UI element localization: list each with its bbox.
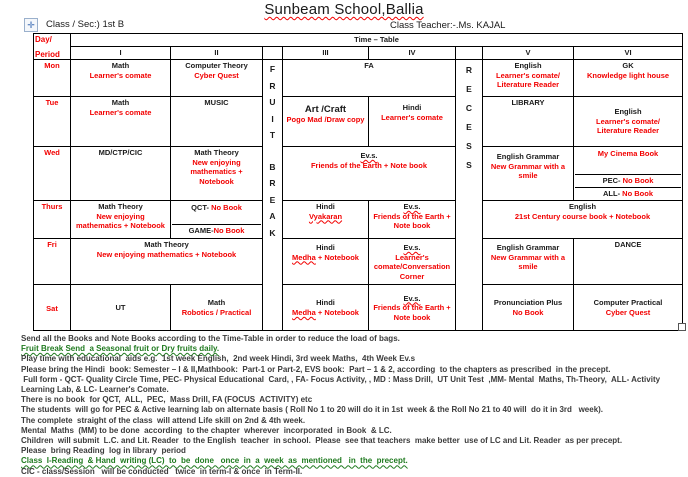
cell-line: Hindi [316,243,335,252]
cell-line: PEC- No Book [602,176,654,185]
cell-sat-p2 [171,285,263,331]
vertical-letter: C [465,103,473,113]
day-label-wed: Wed [34,147,71,201]
vertical-letter: R [465,65,473,75]
class-section-label: Class / Sec:) 1st B [46,19,125,30]
cell-wed-p3-p4 [283,147,456,201]
timetable [33,33,683,331]
vertical-letter: B [269,161,276,172]
cell-line: Note book [393,221,431,231]
cell-tue-p3 [283,97,369,147]
cell-line: Computer Theory [185,61,248,70]
cell-line: English Grammar [496,243,560,252]
cell-line: Math [111,98,130,107]
cell-mon-p2 [171,60,263,97]
note-line: There is no book for QCT, ALL, PEC, Mass Drill, FA (FOCUS ACTIVITY) etc [21,395,313,405]
cell-tue-p1 [71,97,171,147]
cell-mon-p3-p4-fa [283,60,456,97]
cell-mon-p5 [483,60,574,97]
cell-fri-p3 [283,239,369,285]
recess-header-spacer [456,47,483,60]
cell-line: QCT- No Book [191,203,242,212]
day-label-mon: Mon [34,60,71,97]
note-line: Class I-Reading & Hand writing (LC) to be done once in a week as mentioned in the precept. [21,456,408,466]
cell-line: My Cinema Book [597,149,659,158]
cell-line: Pronunciation Plus [493,298,563,308]
cell-mon-p6 [574,60,683,97]
cell-line: smile [518,262,538,272]
period-header-III: III [283,47,369,60]
cell-mon-p1 [71,60,171,97]
table-resize-handle[interactable] [678,323,686,331]
cell-line: New enjoying mathematics + Notebook [96,249,237,259]
cell-thu-p1 [71,201,171,239]
fruit-break-header-spacer [263,47,283,60]
cell-line: Friends of the Earth + [373,303,451,313]
cell-line: Learner's comate [89,70,152,80]
cell-wed-p1 [71,147,171,201]
cell-line: Notebook [199,176,234,186]
cell-fri-p1-p2 [71,239,263,285]
cell-line: Hindi [316,202,335,211]
day-label-sat: Sat [34,285,71,331]
cell-wed-p6-split [574,147,683,201]
cell-line: Literature Reader [496,80,560,90]
cell-line: Math Theory [144,240,189,249]
vertical-letter: E [466,84,472,94]
notes-section [21,334,684,477]
note-line: Please bring Reading log in library period [21,446,186,456]
period-header-VI: VI [574,47,683,60]
period-header-IV: IV [369,47,456,60]
cell-line: Ev.s. [360,151,378,160]
cell-line: Ev.s. [403,202,421,211]
vertical-letter: R [269,178,276,188]
note-line: Please bring the Hindi book: Semester – I & II,Mathbook: Part-1 or Part-2, EVS book: Part – 1 & 2, according to the chapters as prescribed in the precept. [21,364,611,374]
cell-line: comate/Conversation [373,262,451,272]
cell-thu-p4 [369,201,456,239]
cell-fri-p5 [483,239,574,285]
cell-tue-p4 [369,97,456,147]
cell-line: Cyber Quest [605,308,651,317]
cell-line: Corner [399,271,425,281]
cell-line: English [568,202,597,211]
corner-period-label: Period [35,50,60,59]
cell-tue-p5 [483,97,574,147]
cell-sat-p3 [283,285,369,331]
cell-line: No Book [512,308,544,317]
cell-sat-p6 [574,285,683,331]
note-line: Full form - QCT- Quality Circle Time, PEC- Physical Educational Card, , FA- Focus Activity, , MD : Mass Drill, UT Unit Test ,MM- Mental Maths, Th-Theory, ALL- Activity Learning Lab, & LC- Learner's Comate. [21,374,663,395]
cell-line: UT [115,303,126,313]
cell-line: Math Theory [98,202,143,211]
cell-line: English [514,61,542,70]
cell-line: smile [518,171,538,181]
table-move-handle-icon[interactable]: ✛ [24,18,38,32]
subcell-thu-p2-game [172,224,261,238]
timetable-banner: Time – Table [71,34,683,47]
cell-line: Hindi [402,103,422,112]
subheader-row [0,18,688,33]
cell-tue-p6 [574,97,683,147]
vertical-letter: I [271,113,274,124]
cell-line: Robotics / Practical [181,308,252,317]
cell-line: Friends of the Earth + [373,211,451,221]
note-line: The students will go for PEC & Active learning lab on alternate basis ( Roll No 1 to 20 will do it in 1st week & the Roll No 21 to 40 will do it in 3rd week). [21,405,604,415]
corner-day-label: Day/ [35,35,52,44]
cell-line: mathematics + [190,167,243,177]
day-label-tue: Tue [34,97,71,147]
cell-line: Math Theory [194,148,239,157]
class-teacher-label: Class Teacher:-.Ms. KAJAL [390,20,506,31]
cell-line: Friends of the Earth + Note book [310,160,428,170]
cell-line: New enjoying [96,211,145,221]
subcell-thu-p2-qct [172,202,261,224]
cell-line: Ev.s. [403,243,421,252]
period-header-I: I [71,47,171,60]
cell-line: Learner's [395,252,429,262]
cell-line: Math [207,298,226,308]
cell-line: New Grammar with a [490,252,566,262]
cell-tue-p2 [171,97,263,147]
cell-line: Pogo Mad /Draw copy [286,114,365,124]
cell-thu-p3 [283,201,369,239]
cell-line: Hindi [316,298,335,308]
period-header-V: V [483,47,574,60]
cell-line: Art /Craft [304,104,347,115]
cell-line: MUSIC [204,98,229,107]
day-label-fri: Fri [34,239,71,285]
note-line: Play time with educational aids e.g. 1st week English, 2nd week Hindi, 3rd week Maths, 4th Week Ev.s [21,354,416,364]
cell-line: Note book [393,312,431,322]
corner-day-period-cell [34,34,71,60]
vertical-letter: E [466,122,472,132]
subcell-wed-p6-pec [575,174,681,187]
cell-line: 21st Century course book + Notebook [514,211,651,221]
cell-line: LIBRARY [511,98,545,107]
subcell-wed-p6-cinema [575,148,681,174]
cell-line: Learner's comate [89,107,152,117]
note-line: Fruit Break Send a Seasonal fruit or Dry fruits daily. [21,344,220,354]
vertical-letter: U [269,97,276,107]
note-line: Mental Maths (MM) to be done according to the chapter wherever incorporated in Book & LC. [21,425,392,435]
note-line: Send all the Books and Note Books according to the Time-Table in order to reduce the load of bags. [21,334,400,343]
cell-line: Learner's comate [381,112,443,122]
cell-line: Vyakaran [308,211,343,221]
cell-wed-p5 [483,147,574,201]
recess-column [456,60,483,331]
cell-line: English [614,107,642,116]
vertical-letter: S [466,141,472,151]
cell-line: New Grammar with a [490,161,566,171]
cell-sat-p5 [483,285,574,331]
cell-line: Medha + Notebook [292,308,359,317]
cell-line: Cyber Quest [194,70,239,80]
vertical-letter: T [269,130,276,140]
cell-line: Medha + Notebook [292,252,359,262]
vertical-letter: A [269,211,276,221]
cell-line: Learner's comate/ [496,70,560,80]
vertical-letter: K [269,227,276,238]
page-title: Sunbeam School,Ballia [264,1,424,18]
subcell-wed-p6-all [575,187,681,200]
cell-line: English Grammar [496,152,560,161]
period-header-II: II [171,47,263,60]
cell-thu-p2-split [171,201,263,239]
vertical-letter: E [269,194,276,205]
cell-line: DANCE [614,240,642,249]
note-line: CIC - class/Session will be conducted twice in term-I & once in Term-II. [21,466,303,476]
cell-line: Computer Practical [593,298,663,308]
cell-line: Ev.s. [403,293,421,303]
vertical-letter [264,144,281,159]
cell-line: ALL- No Book [603,189,653,198]
cell-line: Learner's comate/ [596,116,660,126]
vertical-letter: F [269,64,276,74]
cell-sat-p1 [71,285,171,331]
cell-line: MD/CTP/CIC [98,148,143,157]
cell-line: mathematics + Notebook [76,221,165,231]
cell-sat-p4 [369,285,456,331]
cell-line: Literature Reader [596,126,660,136]
cell-line: GK [622,61,634,70]
cell-line: Math [111,61,130,70]
note-line: The complete straight of the class will attend Life skill on 2nd & 4th week. [21,415,306,425]
cell-fri-p6 [574,239,683,285]
note-line: Children will submit L.C. and Lit. Reader to the English teacher in school. Please see that teachers make better use of LC and Lit. Reader as per precept. [21,436,623,446]
day-label-thurs: Thurs [34,201,71,239]
vertical-letter: S [466,160,472,170]
cell-line: New enjoying [192,157,241,167]
cell-line: GAME-No Book [188,226,245,235]
cell-thu-p5-p6 [483,201,683,239]
vertical-letter: R [269,80,276,91]
cell-line: Knowledge light house [586,70,670,80]
fruit-break-column [263,60,283,331]
cell-fri-p4 [369,239,456,285]
cell-line: FA [364,61,374,70]
cell-wed-p2 [171,147,263,201]
